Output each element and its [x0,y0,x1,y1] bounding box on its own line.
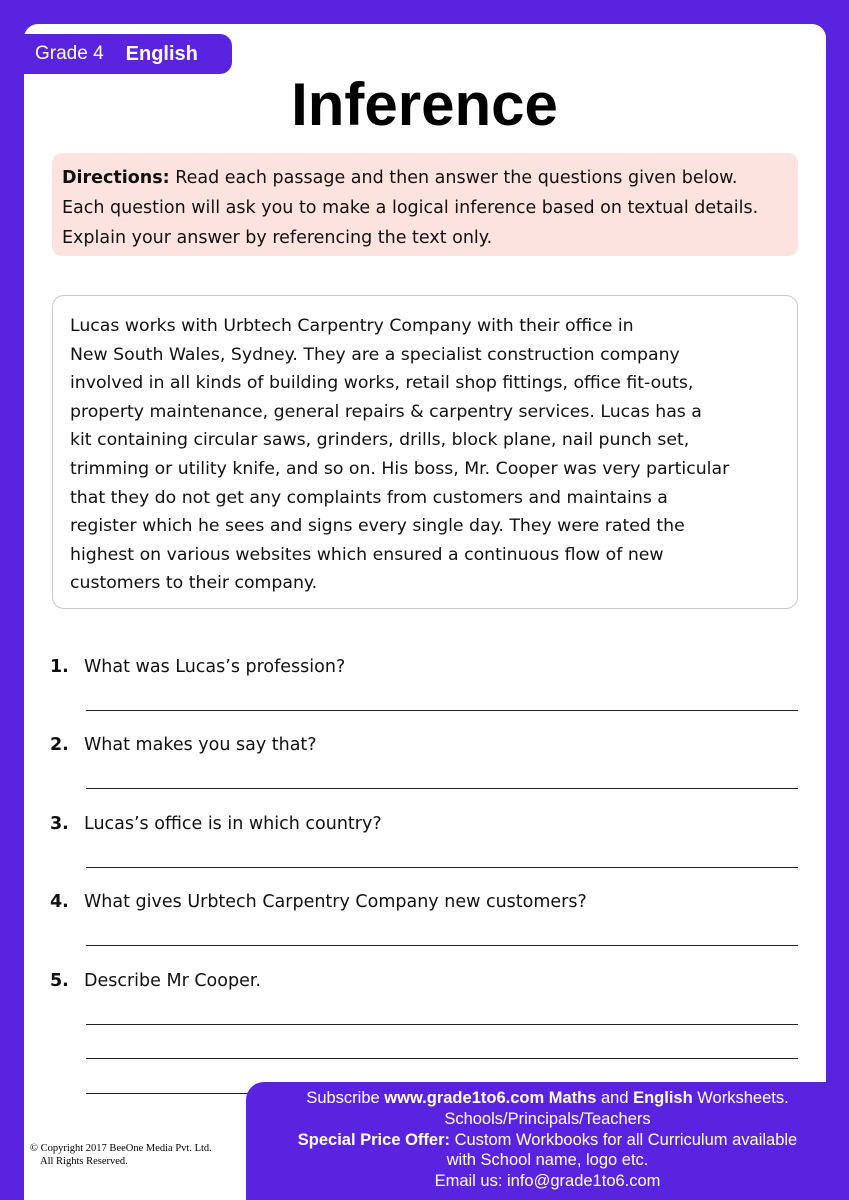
directions-box [52,153,798,256]
footer-text: Subscribe [306,1089,385,1107]
question-text: What gives Urbtech Carpentry Company new customers? [84,892,587,912]
copyright-line-2: All Rights Reserved. [40,1156,128,1167]
footer-text: Worksheets. [692,1089,789,1107]
question-number: 3. [50,814,69,834]
question-3 [50,814,382,834]
answer-line-5b[interactable] [86,1058,798,1059]
question-text: Lucas’s office is in which country? [84,814,382,834]
question-text: What makes you say that? [84,735,317,755]
passage-line: that they do not get any complaints from customers and maintains a [70,487,668,508]
question-text: Describe Mr Cooper. [84,971,261,991]
question-number: 2. [50,735,69,755]
answer-line-1[interactable] [86,710,798,711]
directions-line-2: Each question will ask you to make a logical inference based on textual details. [62,198,759,218]
passage-line: trimming or utility knife, and so on. His boss, Mr. Cooper was very particular [70,458,730,479]
question-number: 1. [50,657,69,677]
copyright-line-1: © Copyright 2017 BeeOne Media Pvt. Ltd. [30,1143,212,1154]
answer-line-4[interactable] [86,945,798,946]
page-title: Inference [291,71,558,138]
passage-line: involved in all kinds of building works, retail shop fittings, office fit-outs, [70,373,694,394]
passage-line: property maintenance, general repairs & carpentry services. Lucas has a [70,401,702,422]
directions-line-1: Read each passage and then answer the questions given below. [175,168,738,188]
footer-text: Custom Workbooks for all Curriculum available [450,1130,798,1149]
question-text: What was Lucas’s profession? [84,657,346,677]
passage-line: kit containing circular saws, grinders, drills, block plane, nail punch set, [70,430,690,451]
question-5 [50,971,261,991]
question-number: 4. [50,892,69,912]
footer-line-2: Schools/Principals/Teachers [444,1109,651,1128]
answer-line-3[interactable] [86,867,798,868]
passage-line: New South Wales, Sydney. They are a specialist construction company [70,344,680,365]
answer-line-2[interactable] [86,788,798,789]
footer-text: and [596,1089,634,1107]
footer-website-link[interactable]: www.grade1to6.com Maths [384,1089,597,1107]
directions-label: Directions: [62,168,170,188]
answer-line-5c[interactable] [86,1093,266,1094]
question-1 [50,657,345,677]
reading-passage [52,295,798,609]
grade-label: Grade 4 [35,43,104,64]
footer-text: English [633,1089,693,1107]
subject-label: English [125,42,198,65]
footer-line-3 [246,1130,849,1151]
copyright-notice [30,1142,212,1168]
passage-line: customers to their company. [70,573,318,594]
answer-line-5a[interactable] [86,1024,798,1025]
question-2 [50,735,317,755]
passage-line: highest on various websites which ensured a continuous flow of new [70,544,664,565]
directions-line-3: Explain your answer by referencing the text only. [62,228,493,248]
question-number: 5. [50,971,69,991]
footer-email[interactable]: Email us: info@grade1to6.com [434,1172,661,1191]
footer-offer-label: Special Price Offer: [297,1130,450,1149]
promo-footer [246,1082,849,1200]
footer-line-4: with School name, logo etc. [446,1151,649,1170]
passage-line: register which he sees and signs every single day. They were rated the [70,516,685,537]
question-4 [50,892,587,912]
grade-badge [24,34,232,74]
footer-line-1 [246,1088,849,1109]
passage-line: Lucas works with Urbtech Carpentry Company with their office in [70,316,634,336]
